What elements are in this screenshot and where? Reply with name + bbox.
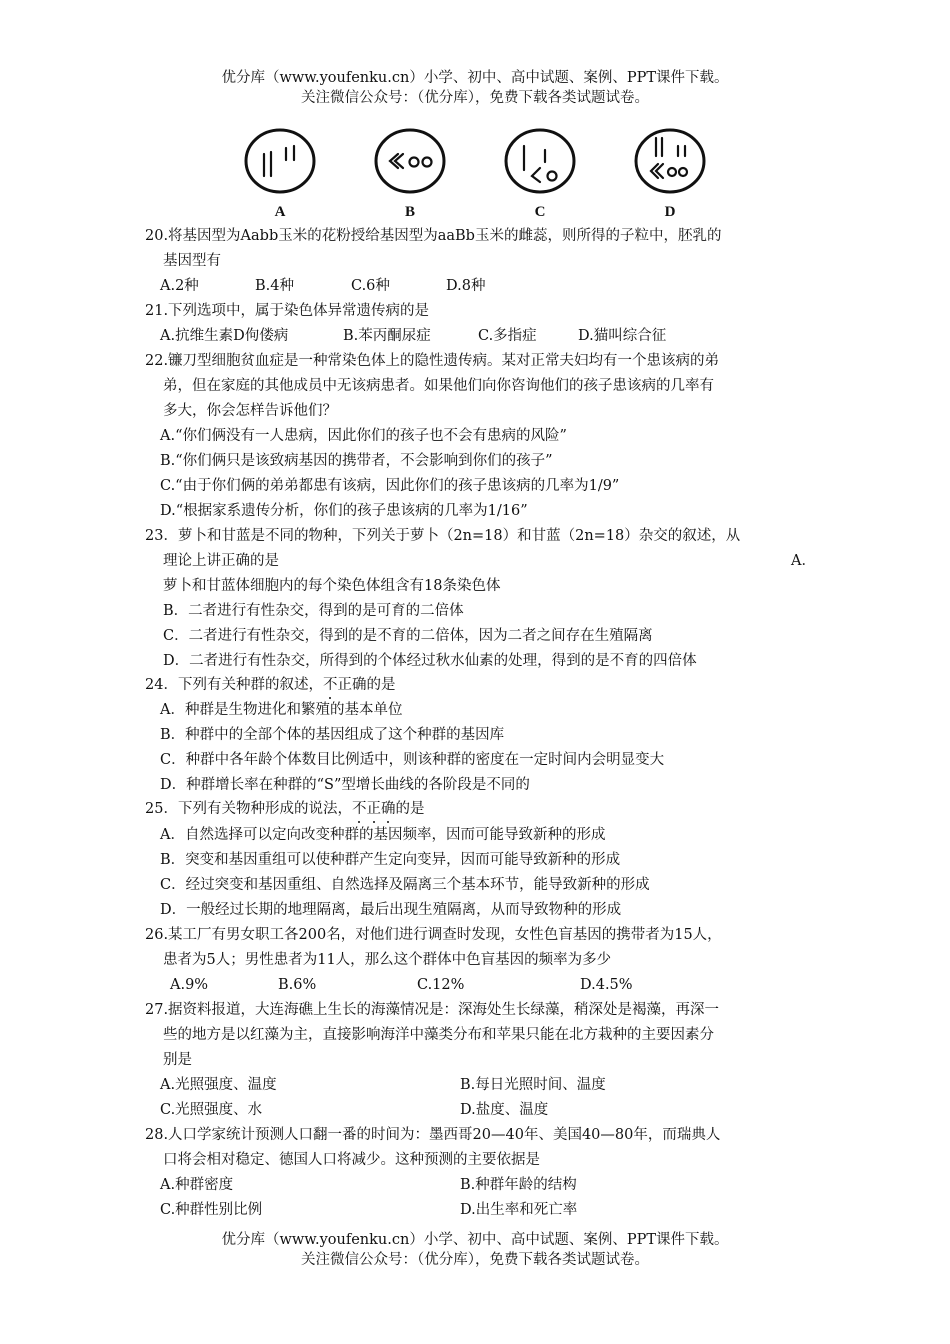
q27-option-a: A.光照强度、温度 [160,1077,277,1093]
q20-option-c: C.6种 [351,278,390,294]
cell-d-diagram [636,130,704,192]
q25-option-b: B．突变和基因重组可以使种群产生定向变异，因而可能导致新种的形成 [160,852,621,868]
q23-option-a-label: A． [791,553,816,569]
header-line-1: 优分库（www.youfenku.cn）小学、初中、高中试题、案例、PPT课件下载。 [221,70,729,86]
q20-stem-1: 20.将基因型为Aabb玉米的花粉授给基因型为aaBb玉米的雌蕊，则所得的子粒中，胚乳的 [145,228,722,244]
q25-option-a: A．自然选择可以定向改变种群的基因频率，因而可能导致新种的形成 [160,827,606,843]
q28-option-b: B.种群年龄的结构 [460,1177,577,1193]
q26-stem-1: 26.某工厂有男女职工各200名，对他们进行调查时发现，女性色盲基因的携带者为15人， [145,927,722,943]
q23-stem-2: 理论上讲正确的是 [163,553,279,569]
q22-stem-1: 22.镰刀型细胞贫血症是一种常染色体上的隐性遗传病。某对正常夫妇均有一个患该病的弟 [145,353,720,369]
q21-option-a: A.抗维生素D佝偻病 [160,328,289,344]
footer-line-2: 关注微信公众号：（优分库），免费下载各类试题试卷。 [301,1252,649,1268]
q24-option-a: A．种群是生物进化和繁殖的基本单位 [160,702,403,718]
q22-option-d: D.“根据家系遗传分析，你们的孩子患该病的几率为1/16” [160,503,528,519]
q22-stem-2: 弟，但在家庭的其他成员中无该病患者。如果他们向你咨询他们的孩子患该病的几率有 [163,378,714,394]
q25-option-c: C．经过突变和基因重组、自然选择及隔离三个基本环节，能导致新种的形成 [160,877,650,893]
figure-label-c: C [534,204,546,220]
q22-option-a: A.“你们俩没有一人患病，因此你们的孩子也不会有患病的风险” [160,428,567,444]
q27-stem-2: 些的地方是以红藻为主，直接影响海洋中藻类分布和苹果只能在北方栽种的主要因素分 [163,1027,714,1043]
q24-option-d: D．种群增长率在种群的“S”型增长曲线的各阶段是不同的 [160,777,530,793]
q25-emphasis-3: 确 [380,801,396,817]
figure-label-a: A [274,204,286,220]
q28-stem-1: 28.人口学家统计预测人口翻一番的时间为：墨西哥20—40年、美国40—80年，而瑞典人 [145,1127,721,1143]
q26-option-b: B.6% [278,977,317,993]
cell-a-diagram [246,130,314,192]
q28-option-a: A.种群密度 [160,1177,234,1193]
q27-stem-1: 27.据资料报道，大连海礁上生长的海藻情况是：深海处生长绿藻，稍深处是褐藻，再深一 [145,1002,720,1018]
q21-option-d: D.猫叫综合征 [578,328,667,344]
q25-emphasis-1: 不 [351,801,367,817]
q24-option-b: B．种群中的全部个体的基因组成了这个种群的基因库 [160,727,505,743]
cell-c-diagram [506,130,574,192]
q23-stem-1: 23．萝卜和甘蓝是不同的物种，下列关于萝卜（2n=18）和甘蓝（2n=18）杂交的叙述，从 [145,528,741,544]
q28-option-c: C.种群性别比例 [160,1202,263,1218]
header-line-2: 关注微信公众号：（优分库），免费下载各类试题试卷。 [301,90,649,106]
q26-option-d: D.4.5% [580,977,633,993]
q22-option-b: B.“你们俩只是该致病基因的携带者，不会影响到你们的孩子” [160,453,553,469]
cell-division-figure [240,128,720,223]
q20-option-a: A.2种 [160,278,199,294]
q24-stem [145,675,395,695]
q21-stem: 21.下列选项中，属于染色体异常遗传病的是 [145,303,430,319]
q24-stem-pre: 24．下列有关种群的叙述， [145,677,323,693]
q26-stem-2: 患者为5人；男性患者为11人，那么这个群体中色盲基因的频率为多少 [163,952,612,968]
q27-stem-3: 别是 [163,1052,192,1068]
q23-option-d: D．二者进行有性杂交，所得到的个体经过秋水仙素的处理，得到的是不育的四倍体 [163,653,697,669]
q27-option-d: D.盐度、温度 [460,1102,549,1118]
q20-option-b: B.4种 [255,278,294,294]
q24-stem-mid: 正 [337,677,352,693]
q22-option-c: C.“由于你们俩的弟弟都患有该病，因此你们的孩子患该病的几率为1/9” [160,478,620,494]
q24-option-c: C．种群中各年龄个体数目比例适中，则该种群的密度在一定时间内会明显变大 [160,752,665,768]
figure-label-d: D [664,204,676,220]
q26-option-c: C.12% [417,977,465,993]
cell-b-diagram [376,130,444,192]
q20-option-d: D.8种 [446,278,486,294]
figure-label-b: B [404,204,416,220]
q25-stem-post: 的是 [395,801,425,817]
q23-option-a: 萝卜和甘蓝体细胞内的每个染色体组含有18条染色体 [163,578,501,594]
q22-stem-3: 多大，你会怎样告诉他们？ [163,403,337,419]
q21-option-c: C.多指症 [478,328,537,344]
q24-stem-post: 确的是 [351,677,396,693]
page-footer [0,1230,950,1270]
q26-option-a: A.9% [170,977,209,993]
q28-option-d: D.出生率和死亡率 [460,1202,578,1218]
q25-stem [145,799,424,819]
q28-stem-2: 口将会相对稳定、德国人口将减少。这种预测的主要依据是 [163,1152,540,1168]
q23-option-b: B．二者进行有性杂交，得到的是可育的二倍体 [163,603,464,619]
q25-emphasis-2: 正 [366,801,381,817]
q20-stem-2: 基因型有 [163,253,221,269]
q23-option-c: C．二者进行有性杂交，得到的是不育的二倍体，因为二者之间存在生殖隔离 [163,628,653,644]
q24-emphasis-1: 不 [322,677,338,693]
q25-stem-pre: 25．下列有关物种形成的说法， [145,801,352,817]
q27-option-b: B.每日光照时间、温度 [460,1077,606,1093]
footer-line-1: 优分库（www.youfenku.cn）小学、初中、高中试题、案例、PPT课件下载。 [221,1232,729,1248]
q27-option-c: C.光照强度、水 [160,1102,263,1118]
q21-option-b: B.苯丙酮尿症 [343,328,431,344]
page-header [0,68,950,108]
q25-option-d: D．一般经过长期的地理隔离，最后出现生殖隔离，从而导致物种的形成 [160,902,622,918]
